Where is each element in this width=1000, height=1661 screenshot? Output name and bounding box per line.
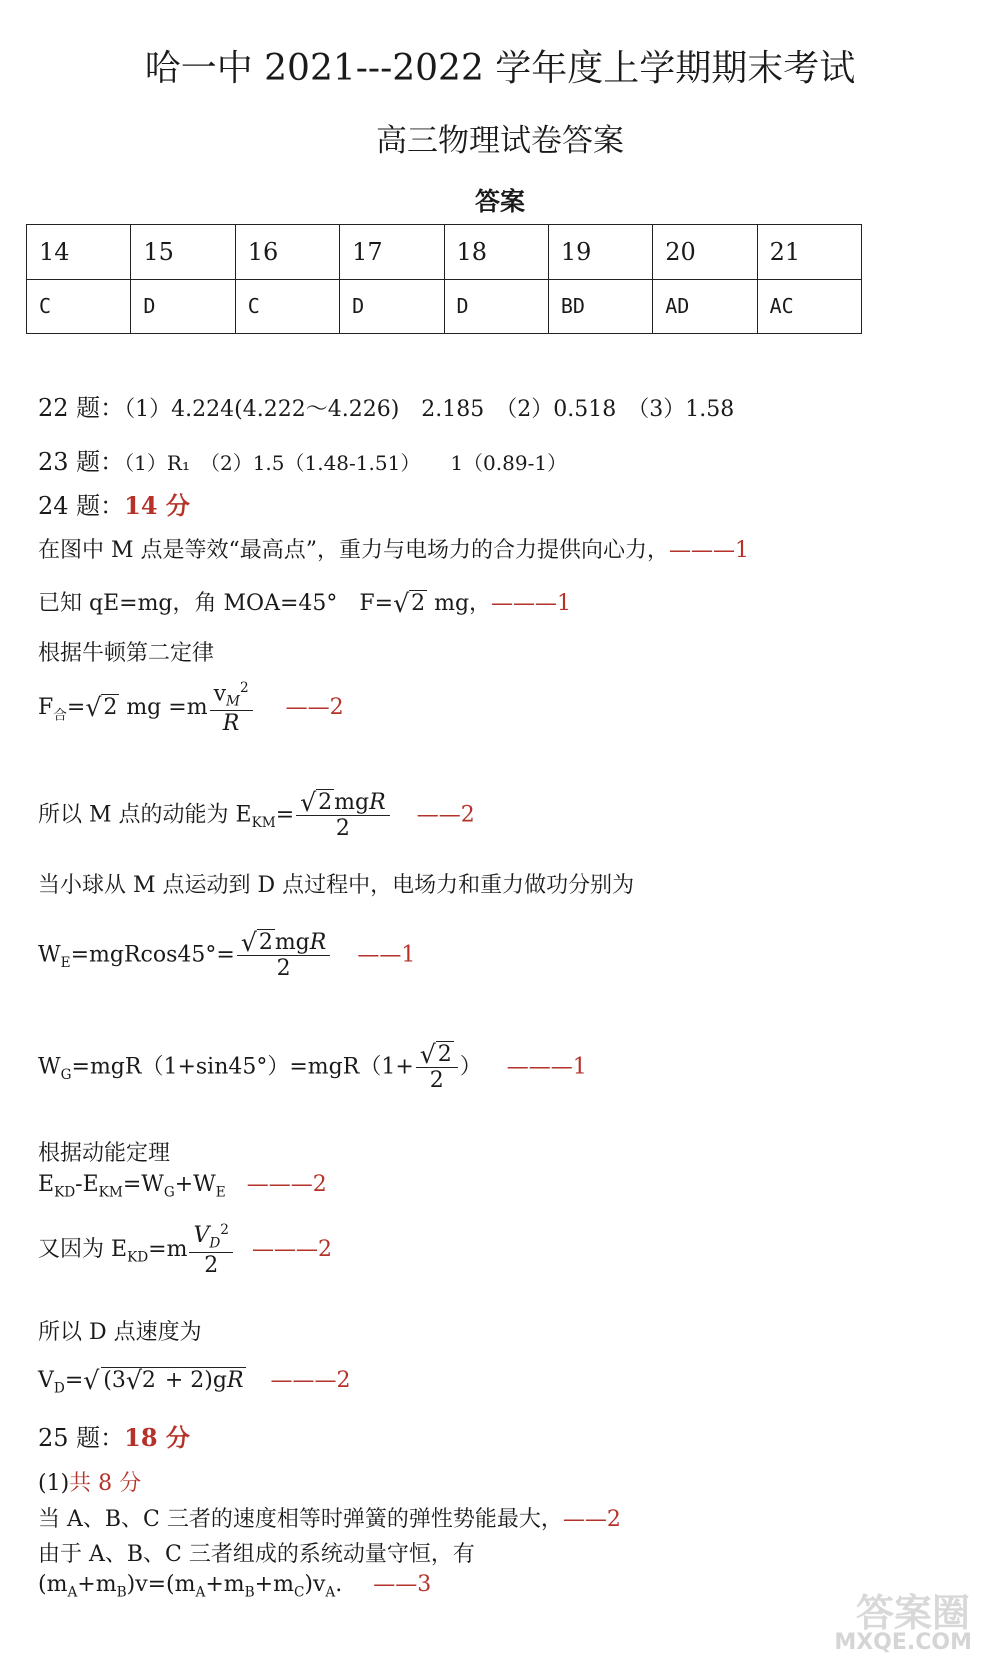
question-number: 16	[235, 225, 339, 280]
answer-heading: 答案	[474, 187, 525, 216]
answer-choice: AD	[653, 279, 757, 334]
q24-line9: 根据动能定理	[38, 1141, 171, 1166]
answer-table	[26, 224, 862, 334]
q23-label: 23 题：	[38, 448, 125, 476]
points: ——2	[416, 802, 475, 828]
q25-heading	[38, 1418, 190, 1453]
page-subtitle: 高三物理试卷答案	[376, 123, 624, 159]
points: ——2	[285, 694, 344, 720]
q24-line6: 当小球从 M 点运动到 D 点过程中，电场力和重力做功分别为	[38, 873, 635, 898]
answer-choice: D	[131, 279, 235, 334]
q24-work-energy-theorem: $E_{KD}-E_{KM}=W_G+W_E$ ———2	[38, 1172, 327, 1201]
question-number: 15	[131, 225, 235, 280]
q22-text: （1）4.224(4.222～4.226) 2.185 （2）0.518 （3）1.58	[124, 397, 735, 422]
sqrt: √ 2	[393, 591, 427, 616]
answer-choice: C	[235, 279, 339, 334]
question-number: 14	[27, 225, 131, 280]
answer-choice: D	[340, 279, 444, 334]
points: ———2	[270, 1368, 351, 1393]
points: ———1	[669, 538, 750, 563]
points: ———1	[491, 591, 572, 616]
q22-label: 22 题：	[38, 394, 125, 422]
question-number: 21	[757, 225, 861, 280]
watermark-url: MXQE.COM	[834, 1630, 972, 1655]
points: ———2	[246, 1172, 327, 1197]
q23-answer	[38, 442, 567, 477]
answer-choice: D	[444, 279, 548, 334]
q24-kinetic-energy-m: 所以 M 点的动能为 $E_{KM}=$ √ $\frac{\text{2mgR}}{2}$ ——2	[38, 790, 475, 841]
q25-label: 25 题：	[38, 1424, 125, 1452]
q24-line1: 在图中 M 点是等效“最高点”，重力与电场力的合力提供向心力，———1	[38, 538, 750, 563]
q25-line2: 由于 A、B、C 三者组成的系统动量守恒，有	[38, 1542, 475, 1567]
q24-line12: 所以 D 点速度为	[38, 1320, 202, 1345]
answer-choice: AC	[757, 279, 861, 334]
answer-choice: C	[27, 279, 131, 334]
q24-line2: 已知 qE=mg，角 MOA=45° F=√ 2 mg，———1	[38, 586, 571, 617]
q25-part1: (1)共 8 分	[38, 1471, 142, 1496]
q24-velocity-d: $V_D=√$ (3√ 2 + 2)gR ———2	[38, 1368, 351, 1396]
points: ———2	[251, 1236, 332, 1262]
q23-text: （1）R₁ （2）1.5（1.48-1.51） 1（0.89-1）	[124, 451, 568, 475]
question-number: 18	[444, 225, 548, 280]
q24-newton-equation: $F_合=√$ 2 mg =m $\frac{v_M^2}{R}$ ——2	[38, 680, 344, 736]
q24-line3: 根据牛顿第二定律	[38, 641, 215, 666]
q24-heading	[38, 486, 190, 521]
q24-label: 24 题：	[38, 492, 125, 520]
answer-table-answer-row	[27, 279, 862, 334]
answer-choice: BD	[548, 279, 652, 334]
q25-line1: 当 A、B、C 三者的速度相等时弹簧的弹性势能最大，——2	[38, 1507, 621, 1532]
points: ——3	[373, 1572, 432, 1597]
question-number: 19	[548, 225, 652, 280]
q24-work-electric: $W_E=mgRcos45^\circ=$ √ $\frac{\text{2mgR}}{2}$ ——1	[38, 930, 415, 981]
q25-momentum-equation: $(m_A+m_B)v=(m_A+m_B+m_C)v_A$. ——3	[38, 1572, 432, 1601]
page-title: 哈一中 2021---2022 学年度上学期期末考试	[144, 48, 856, 89]
points: ——1	[357, 942, 416, 968]
q25-score: 18 分	[124, 1423, 190, 1452]
answer-table-number-row	[27, 225, 862, 280]
watermark-logo: 答案圈	[855, 1591, 970, 1635]
q24-score: 14 分	[124, 491, 190, 520]
q22-answer	[38, 388, 734, 423]
question-number: 17	[340, 225, 444, 280]
q24-kinetic-energy-d: 又因为 $E_{KD}=m$ $\frac{V_D^2}{2}$ ———2	[38, 1222, 332, 1278]
points: ——2	[562, 1507, 621, 1532]
q24-work-gravity: $W_G=mgR(1+\sin 45^\circ)=mgR(1+$ √ $\frac{2}{2}$ ） ———1	[38, 1042, 587, 1093]
question-number: 20	[653, 225, 757, 280]
points: ———1	[506, 1054, 587, 1080]
